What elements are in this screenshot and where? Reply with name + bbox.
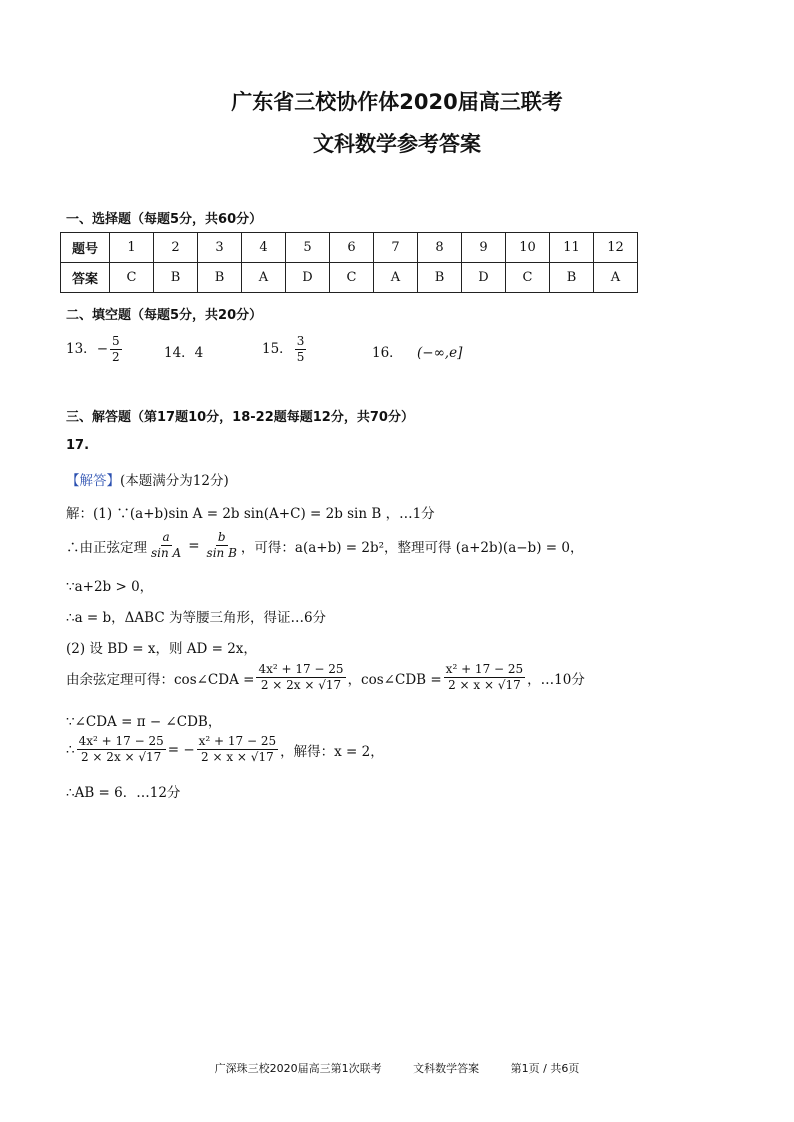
row-label-number: 题号 [61, 233, 110, 263]
table-cell: C [506, 263, 550, 293]
table-cell: C [110, 263, 154, 293]
footer-exam: 广深珠三校2020届高三第1次联考 [214, 1062, 382, 1075]
fraction-numerator: b [217, 530, 226, 544]
sine-ratio-a [149, 530, 183, 561]
sine-ratio-b [205, 530, 239, 561]
table-cell: B [550, 263, 594, 293]
table-cell: 8 [418, 233, 462, 263]
line8-prefix: ∴ [66, 741, 75, 758]
table-cell: B [418, 263, 462, 293]
solution-line-9: ∴AB = 6．…12分 [66, 785, 181, 801]
table-cell: 4 [242, 233, 286, 263]
table-cell: A [242, 263, 286, 293]
table-row-answers [61, 263, 638, 293]
q13-label: 13． [66, 341, 97, 357]
page-footer [0, 1060, 794, 1076]
cos-cdb-fraction [444, 662, 525, 693]
table-row-numbers [61, 233, 638, 263]
answer-table [60, 232, 638, 293]
solution-line-1: 解：(1) ∵(a+b)sin A = 2b sin(A+C) = 2b sin B ，…1分 [66, 506, 435, 522]
fraction-denominator: 2 × x × √17 [448, 678, 521, 692]
row-label-answer: 答案 [61, 263, 110, 293]
table-cell: A [594, 263, 638, 293]
fraction-numerator: 3 [296, 334, 305, 348]
line8-suffix: ，解得：x = 2， [280, 743, 384, 760]
table-cell: A [374, 263, 418, 293]
page-title: 广东省三校协作体2020届高三联考 [231, 90, 563, 114]
solution-tag-line [66, 469, 229, 489]
fraction-numerator: 4x² + 17 − 25 [78, 734, 164, 748]
fill-answer-16 [372, 341, 462, 361]
section2-heading: 二、填空题（每题5分，共20分） [66, 308, 263, 323]
table-cell: B [198, 263, 242, 293]
section3-heading: 三、解答题（第17题10分，18-22题每题12分，共70分） [66, 410, 414, 425]
fraction-denominator: 5 [296, 350, 305, 364]
solution-line-6 [66, 662, 585, 693]
q15-fraction [295, 334, 307, 365]
fraction-numerator: 4x² + 17 − 25 [258, 662, 344, 676]
fraction-denominator: 2 × 2x × √17 [80, 750, 162, 764]
line2-prefix: ∴由正弦定理 [66, 539, 147, 556]
table-cell: C [330, 263, 374, 293]
solution-line-5: (2) 设 BD = x，则 AD = 2x， [66, 641, 257, 657]
line8-mid: = − [167, 741, 195, 758]
table-cell: 5 [286, 233, 330, 263]
table-cell: 3 [198, 233, 242, 263]
q16-value: (−∞,e] [416, 345, 463, 361]
fraction-denominator: 2 × 2x × √17 [260, 678, 342, 692]
footer-subject: 文科数学答案 [413, 1062, 480, 1075]
line2-suffix: ，可得：a(a+b) = 2b²，整理可得 (a+2b)(a−b) = 0， [240, 539, 584, 556]
solution-line-8 [66, 734, 384, 765]
solution-line-7: ∵∠CDA = π − ∠CDB， [66, 714, 222, 730]
table-cell: 6 [330, 233, 374, 263]
fraction-numerator: a [162, 530, 170, 544]
table-cell: 11 [550, 233, 594, 263]
page-subtitle: 文科数学参考答案 [313, 132, 481, 156]
section1-heading: 一、选择题（每题5分，共60分） [66, 212, 263, 227]
table-cell: D [462, 263, 506, 293]
footer-page: 第1页 / 共6页 [510, 1062, 580, 1075]
table-cell: 1 [110, 233, 154, 263]
equals-sign: = [188, 537, 200, 554]
table-cell: B [154, 263, 198, 293]
cos-cda-fraction [256, 662, 345, 693]
table-cell: D [286, 263, 330, 293]
solution-tag: 【解答】 [66, 473, 120, 489]
fraction-numerator: x² + 17 − 25 [198, 734, 277, 748]
q15-label: 15． [262, 341, 293, 357]
fill-answer-14: 14．4 [164, 345, 204, 361]
solution-line-2 [66, 530, 583, 561]
table-cell: 2 [154, 233, 198, 263]
fraction-denominator: sin A [151, 546, 182, 560]
fraction-numerator: x² + 17 − 25 [445, 662, 524, 676]
line6-prefix: 由余弦定理可得：cos∠CDA = [66, 671, 255, 688]
fraction-denominator: 2 × x × √17 [201, 750, 274, 764]
equation-right-fraction [197, 734, 278, 765]
line6-suffix: ，…10分 [527, 671, 585, 688]
solution-line-4: ∴a = b，ΔABC 为等腰三角形，得证…6分 [66, 610, 327, 626]
question-17-label: 17. [66, 438, 90, 453]
solution-line-3: ∵a+2b > 0， [66, 579, 154, 595]
q13-fraction [110, 334, 122, 365]
solution-note: (本题满分为12分) [120, 473, 229, 489]
fraction-numerator: 5 [112, 334, 120, 348]
equation-left-fraction [77, 734, 166, 765]
table-cell: 10 [506, 233, 550, 263]
q13-sign: − [96, 341, 108, 357]
table-cell: 7 [374, 233, 418, 263]
q16-label: 16． [372, 345, 403, 361]
table-cell: 12 [594, 233, 638, 263]
fraction-denominator: 2 [112, 350, 120, 364]
table-cell: 9 [462, 233, 506, 263]
fill-answer-13 [66, 334, 124, 365]
fill-answer-15 [262, 334, 308, 365]
fraction-denominator: sin B [206, 546, 237, 560]
line6-mid: ，cos∠CDB = [347, 671, 442, 688]
